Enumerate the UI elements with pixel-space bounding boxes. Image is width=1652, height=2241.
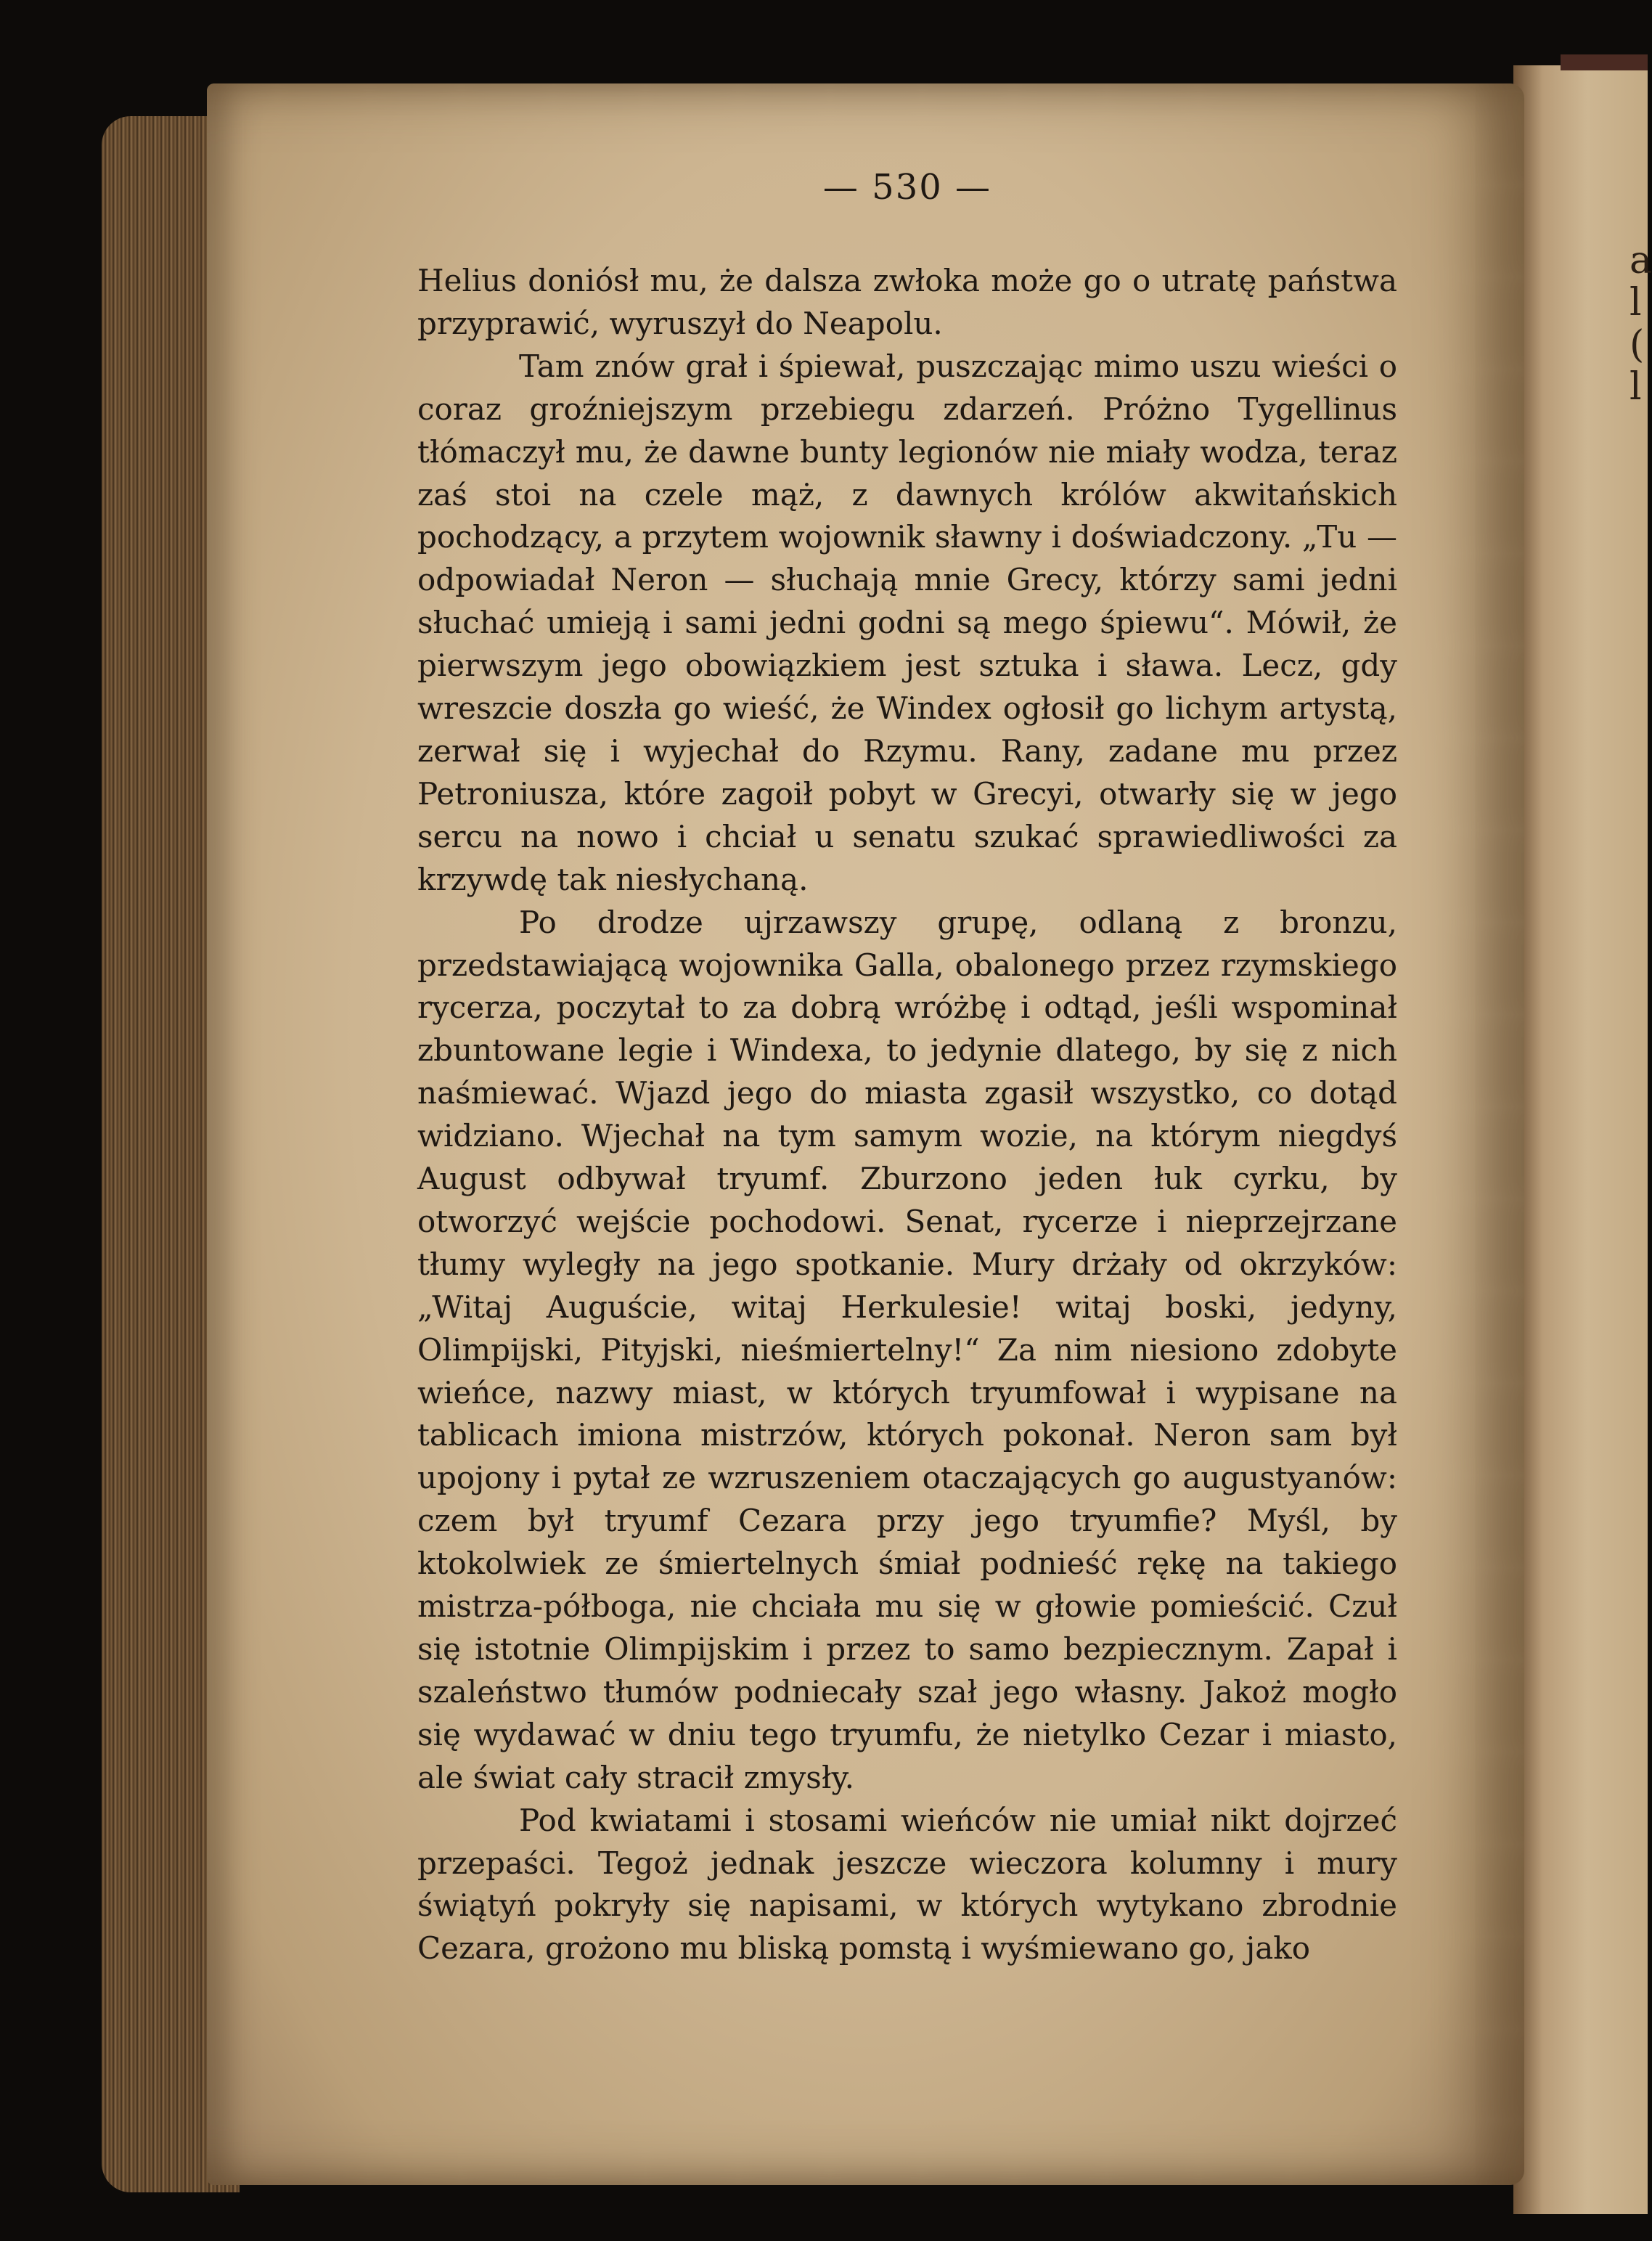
paragraph: Pod kwiatami i stosami wieńców nie umiał nikt dojrzeć przepaści. Tegoż jednak jeszcze wieczora kolumny i mury świątyń pokryły się napisami, w których wytykano zbrodnie Cezara, grożono mu bliską pomstą i wyśmiewano go, jako bbox=[417, 1802, 1397, 1967]
paragraph: Helius doniósł mu, że dalsza zwłoka może go o utratę państwa przyprawić, wyruszył do Neapolu. bbox=[417, 263, 1397, 341]
next-page-text-fragments bbox=[1629, 239, 1652, 409]
paragraph: Tam znów grał i śpiewał, puszczając mimo uszu wieści o coraz groźniejszym przebiegu zdarzeń. Próżno Tygellinus tłómaczył mu, że dawne bunty legionów nie miały wodza, teraz zaś stoi na czele mąż, z dawnych królów akwitańskich pochodzący, a przytem wojownik sławny i doświadczony. „Tu — odpowiadał Neron — słuchają mnie Grecy, którzy sami jedni słuchać umieją i sami jedni godni są mego śpiewu“. Mówił, że pierwszym jego obowiązkiem jest sztuka i sława. Lecz, gdy wreszcie doszła go wieść, że Windex ogłosił go lichym artystą, zerwał się i wyjechał do Rzymu. Rany, zadane mu przez Petroniusza, które zagoił pobyt w Grecyi, otwarły się w jego sercu na nowo i chciał u senatu szukać sprawiedliwości za krzywdę tak niesłychaną. bbox=[417, 348, 1397, 897]
next-page-glyph: l bbox=[1629, 281, 1642, 324]
next-page-glyph: ( bbox=[1629, 323, 1645, 367]
next-page-glyph: l bbox=[1629, 365, 1642, 409]
page-content bbox=[417, 166, 1397, 1970]
next-page-glyph: a bbox=[1629, 239, 1652, 282]
cover-band bbox=[1561, 54, 1648, 70]
next-page-edge bbox=[1513, 65, 1652, 2214]
paragraph: Po drodze ujrzawszy grupę, odlaną z bronzu, przedstawiającą wojownika Galla, obalonego przez rzymskiego rycerza, poczytał to za dobrą wróżbę i odtąd, jeśli wspominał zbuntowane legie i Windexa, to jedynie dlatego, by się z nich naśmiewać. Wjazd jego do miasta zgasił wszystko, co dotąd widziano. Wjechał na tym samym wozie, na którym niegdyś August odbywał tryumf. Zburzono jeden łuk cyrku, by otworzyć wejście pochodowi. Senat, rycerze i nieprzejrzane tłumy wyległy na jego spotkanie. Mury drżały od okrzyków: „Witaj Auguście, witaj Herkulesie! witaj boski, jedyny, Olimpijski, Pityjski, nieśmiertelny!“ Za nim niesiono zdobyte wieńce, nazwy miast, w których tryumfował i wypisane na tablicach imiona mistrzów, których pokonał. Neron sam był upojony i pytał ze wzruszeniem otaczających go augustyanów: czem był tryumf Cezara przy jego tryumfie? Myśl, by ktokolwiek ze śmiertelnych śmiał podnieść rękę na takiego mistrza-półboga, nie chciała mu się w głowie pomieścić. Czuł się istotnie Olimpijskim i przez to samo bezpiecznym. Zapał i szaleństwo tłumów podniecały szał jego własny. Jakoż mogło się wydawać w dniu tego tryumfu, że nietylko Cezar i miasto, ale świat cały stracił zmysły. bbox=[417, 904, 1397, 1795]
body-text bbox=[417, 260, 1397, 1970]
page-number: — 530 — bbox=[822, 167, 992, 208]
